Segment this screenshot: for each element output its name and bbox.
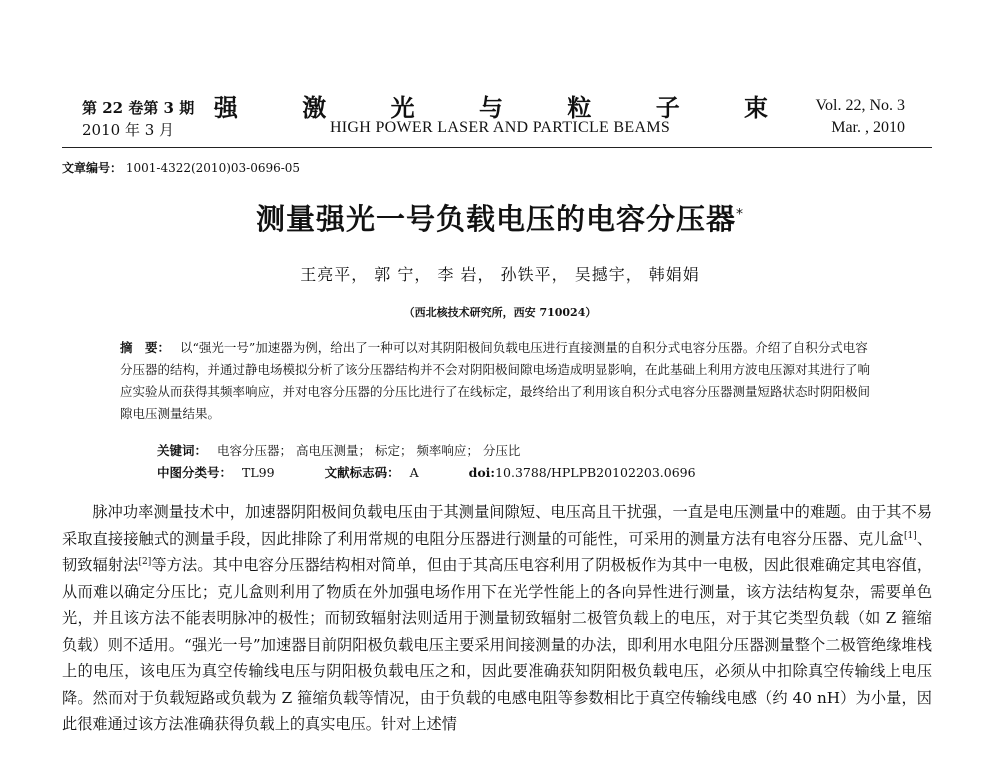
abstract-text: 以“强光一号”加速器为例，给出了一种可以对其阴阳极间负载电压进行直接测量的自积分式电容分压器。介绍了自积分式电容分压器的结构，并通过静电场模拟分析了该分压器结构并不会对阴阳极间隙电场造成明显影响，在此基础上利用方波电压源对其进行了响应实验从而获得其频率响应，并对电容分压器的分压比进行了在线标定，最终给出了利用该自积分式电容分压器测量短路状态时阴阳极间隙电压测量结果。 [120, 340, 871, 421]
body-text-part2: 、韧致辐射法 [62, 529, 933, 574]
abstract-label: 摘 要： [120, 340, 171, 355]
journal-name-cn: 强 激 光 与 粒 子 束 [213, 93, 797, 122]
article-number-value: 1001-4322(2010)03-0696-05 [125, 161, 301, 175]
header-rule [62, 147, 932, 148]
citation-ref-2[interactable]: [2] [138, 556, 152, 567]
clc-value: TL99 [242, 465, 275, 480]
body-text-part3: 等方法。其中电容分压器结构相对简单，但由于其高压电容利用了阴极板作为其中一电极，因此很难确定其电容值，从而难以确定分压比；克儿盒则利用了物质在外加强电场作用下在光学性能上的各向异性进行测量，该方法结构复杂，需要单色光，并且该方法不能表明脉冲的极性；而韧致辐射法则适用于测量韧致辐射二极管负载上的电压，对于其它类型负载（如 Z 箍缩负载）则不适用。“强光一号”加速器目前阴阳极负载电压主要采用间接测量的办法，即利用水电阻分压器测量整个二极管绝缘堆栈上的电压，该电压为真空传输线电压与阴阳极负载电压之和，因此要准确获知阴阳极负载电压，必须从中扣除真空传输线上电压降。然而对于负载短路或负载为 Z 箍缩负载等情况，由于负载的电感电阻等参数相比于真空传输线电感（约 40 nH）为小量，因此很难通过该方法准确获得负载上的真实电压。针对上述情 [62, 556, 933, 733]
keywords [157, 440, 520, 462]
keywords-text: 电容分压器； 高电压测量； 标定； 频率响应； 分压比 [217, 443, 521, 458]
affiliation: （西北核技术研究所，西安 710024） [403, 306, 597, 319]
doc-code-label: 文献标志码： [324, 465, 400, 480]
volume-issue: 第 22 卷第 3 期 [82, 99, 195, 117]
keywords-label: 关键词： [157, 443, 208, 458]
classification-line [157, 462, 696, 484]
citation-ref-1[interactable]: [1] [903, 530, 917, 541]
article-number [62, 159, 300, 176]
paper-title [0, 197, 1000, 238]
issue-info-en [816, 95, 906, 139]
date-en: Mar. , 2010 [831, 119, 905, 136]
author-list: 王亮平， 郭 宁， 李 岩， 孙铁平， 吴撼宇， 韩娟娟 [300, 265, 700, 284]
journal-header [0, 0, 1000, 150]
vol-no-en: Vol. 22, No. 3 [815, 97, 905, 114]
doi-value: 10.3788/HPLPB20102203.0696 [495, 465, 696, 480]
paper-title-text: 测量强光一号负载电压的电容分压器 [255, 202, 736, 236]
body-paragraph [62, 499, 932, 738]
abstract [120, 337, 878, 425]
doc-code-value: A [409, 465, 419, 480]
date-cn: 2010 年 3 月 [82, 121, 175, 139]
clc-label: 中图分类号： [157, 465, 233, 480]
journal-name-en: HIGH POWER LASER AND PARTICLE BEAMS [329, 119, 671, 136]
body-text-part1: 脉冲功率测量技术中，加速器阴阳极间负载电压由于其测量间隙短、电压高且干扰强，一直是电压测量中的难题。由于其不易采取直接接触式的测量手段，因此排除了利用常规的电阻分压器进行测量的可能性，可采用的测量方法有电容分压器、克儿盒 [62, 503, 932, 548]
doi-label: doi: [468, 465, 496, 480]
article-number-label: 文章编号： [62, 161, 123, 175]
title-footnote-mark: * [736, 206, 744, 223]
